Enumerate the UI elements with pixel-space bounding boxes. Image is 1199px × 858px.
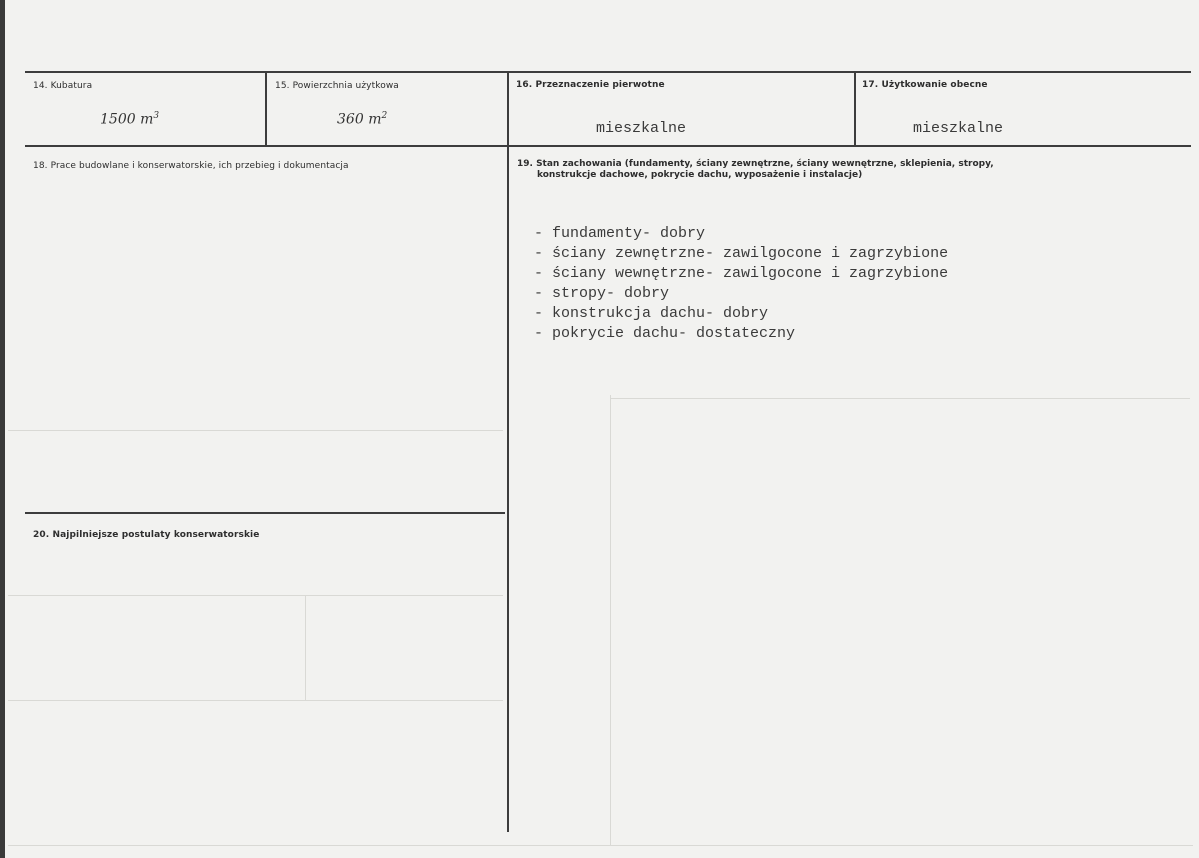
main-divider [507, 72, 509, 832]
bleed-line [8, 700, 503, 701]
bleed-line [610, 398, 1190, 399]
card-edge [0, 0, 5, 858]
col-divider [265, 72, 267, 146]
row-rule [25, 145, 1191, 147]
field-20-label: 20. Najpilniejsze postulaty konserwatorskie [33, 530, 260, 540]
condition-item: - stropy- dobry [534, 285, 670, 302]
field-15-value: 360 $m^2$ [337, 111, 388, 128]
condition-item: - pokrycie dachu- dostateczny [534, 325, 796, 342]
field-14-label: 14. Kubatura [33, 81, 93, 91]
field-19-label-line1: 19. Stan zachowania (fundamenty, ściany zewnętrzne, ściany wewnętrzne, sklepienia, stropy, [517, 159, 994, 169]
field-17-value: mieszkalne [913, 120, 1004, 137]
bleed-line [8, 430, 503, 431]
bleed-line [8, 845, 1193, 846]
bleed-line [305, 595, 306, 700]
bleed-line [8, 595, 503, 596]
field-19-label [517, 159, 1037, 181]
condition-item: - konstrukcja dachu- dobry [534, 305, 769, 322]
condition-list [534, 224, 948, 344]
condition-item: - ściany wewnętrzne- zawilgocone i zagrzybione [534, 265, 949, 282]
top-rule [25, 71, 1191, 73]
section-rule [25, 512, 505, 514]
condition-item: - fundamenty- dobry [534, 225, 706, 242]
condition-item: - ściany zewnętrzne- zawilgocone i zagrzybione [534, 245, 949, 262]
field-17-label: 17. Użytkowanie obecne [862, 80, 988, 90]
field-15-label: 15. Powierzchnia użytkowa [275, 81, 399, 91]
col-divider [854, 72, 856, 146]
field-18-label: 18. Prace budowlane i konserwatorskie, ich przebieg i dokumentacja [33, 161, 349, 171]
bleed-line [610, 395, 611, 845]
field-19-label-line2: konstrukcje dachowe, pokrycie dachu, wyposażenie i instalacje) [537, 170, 863, 180]
field-16-label: 16. Przeznaczenie pierwotne [516, 80, 665, 90]
field-14-value: 1500 $m^3$ [100, 111, 160, 128]
field-16-value: mieszkalne [596, 120, 687, 137]
